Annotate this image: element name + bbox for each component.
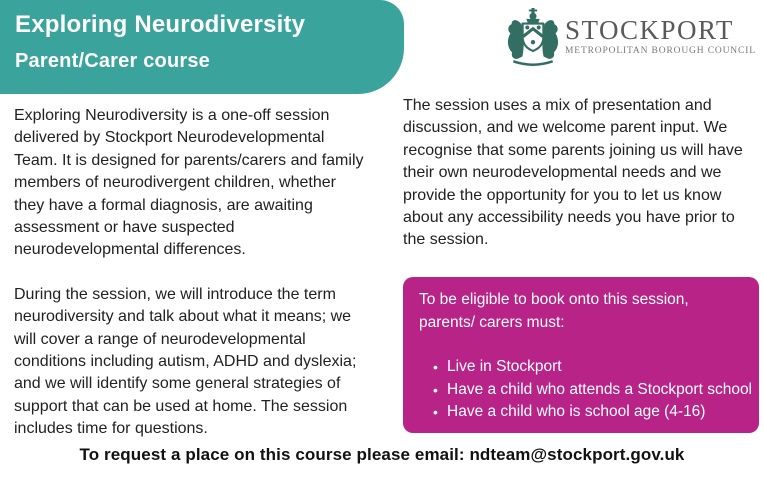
- eligibility-box: [403, 277, 759, 433]
- eligibility-bullet: • Live in Stockport: [447, 356, 743, 379]
- page-title: Exploring Neurodiversity: [15, 11, 306, 38]
- left-column: [14, 105, 366, 441]
- eligibility-bullet-list: [419, 356, 753, 424]
- right-column: [403, 95, 761, 252]
- page-subtitle: Parent/Carer course: [15, 50, 211, 72]
- eligibility-intro: To be eligible to book onto this session, parents/ carers must:: [419, 291, 689, 331]
- footer-email: ndteam@stockport.gov.uk: [469, 445, 685, 464]
- council-subtitle: METROPOLITAN BOROUGH COUNCIL: [565, 46, 756, 57]
- council-logo: [505, 8, 756, 66]
- session-content-paragraph: During the session, we will introduce the term neurodiversity and talk about what it means; we will cover a range of neurodevelopmental conditions including autism, ADHD and dyslexia; and we will identify some general strategies of support that can be used at home. The session includes time for questions.: [14, 285, 357, 438]
- intro-paragraph: Exploring Neurodiversity is a one-off session delivered by Stockport Neurodevelopmental Team. It is designed for parents/carers and family members of neurodivergent children, whether they have a formal diagnosis, are awaiting assessment or have suspected neurodevelopmental differences.: [14, 107, 364, 259]
- footer-label: To request a place on this course please email:: [79, 445, 470, 464]
- header-banner: [0, 0, 404, 94]
- eligibility-bullet: • Have a child who is school age (4-16): [447, 401, 743, 424]
- eligibility-bullet: • Have a child who attends a Stockport school: [447, 379, 743, 402]
- format-paragraph: The session uses a mix of presentation and discussion, and we welcome parent input. We recognise that some parents joining us will have their own neurodevelopmental needs and we provide the opportunity for you to let us know about any accessibility needs you have prior to the session.: [403, 97, 743, 249]
- stockport-coat-of-arms-icon: [505, 8, 561, 66]
- footer-request-line: [0, 445, 764, 465]
- council-name: STOCKPORT: [565, 15, 734, 45]
- council-logo-text: [565, 8, 756, 56]
